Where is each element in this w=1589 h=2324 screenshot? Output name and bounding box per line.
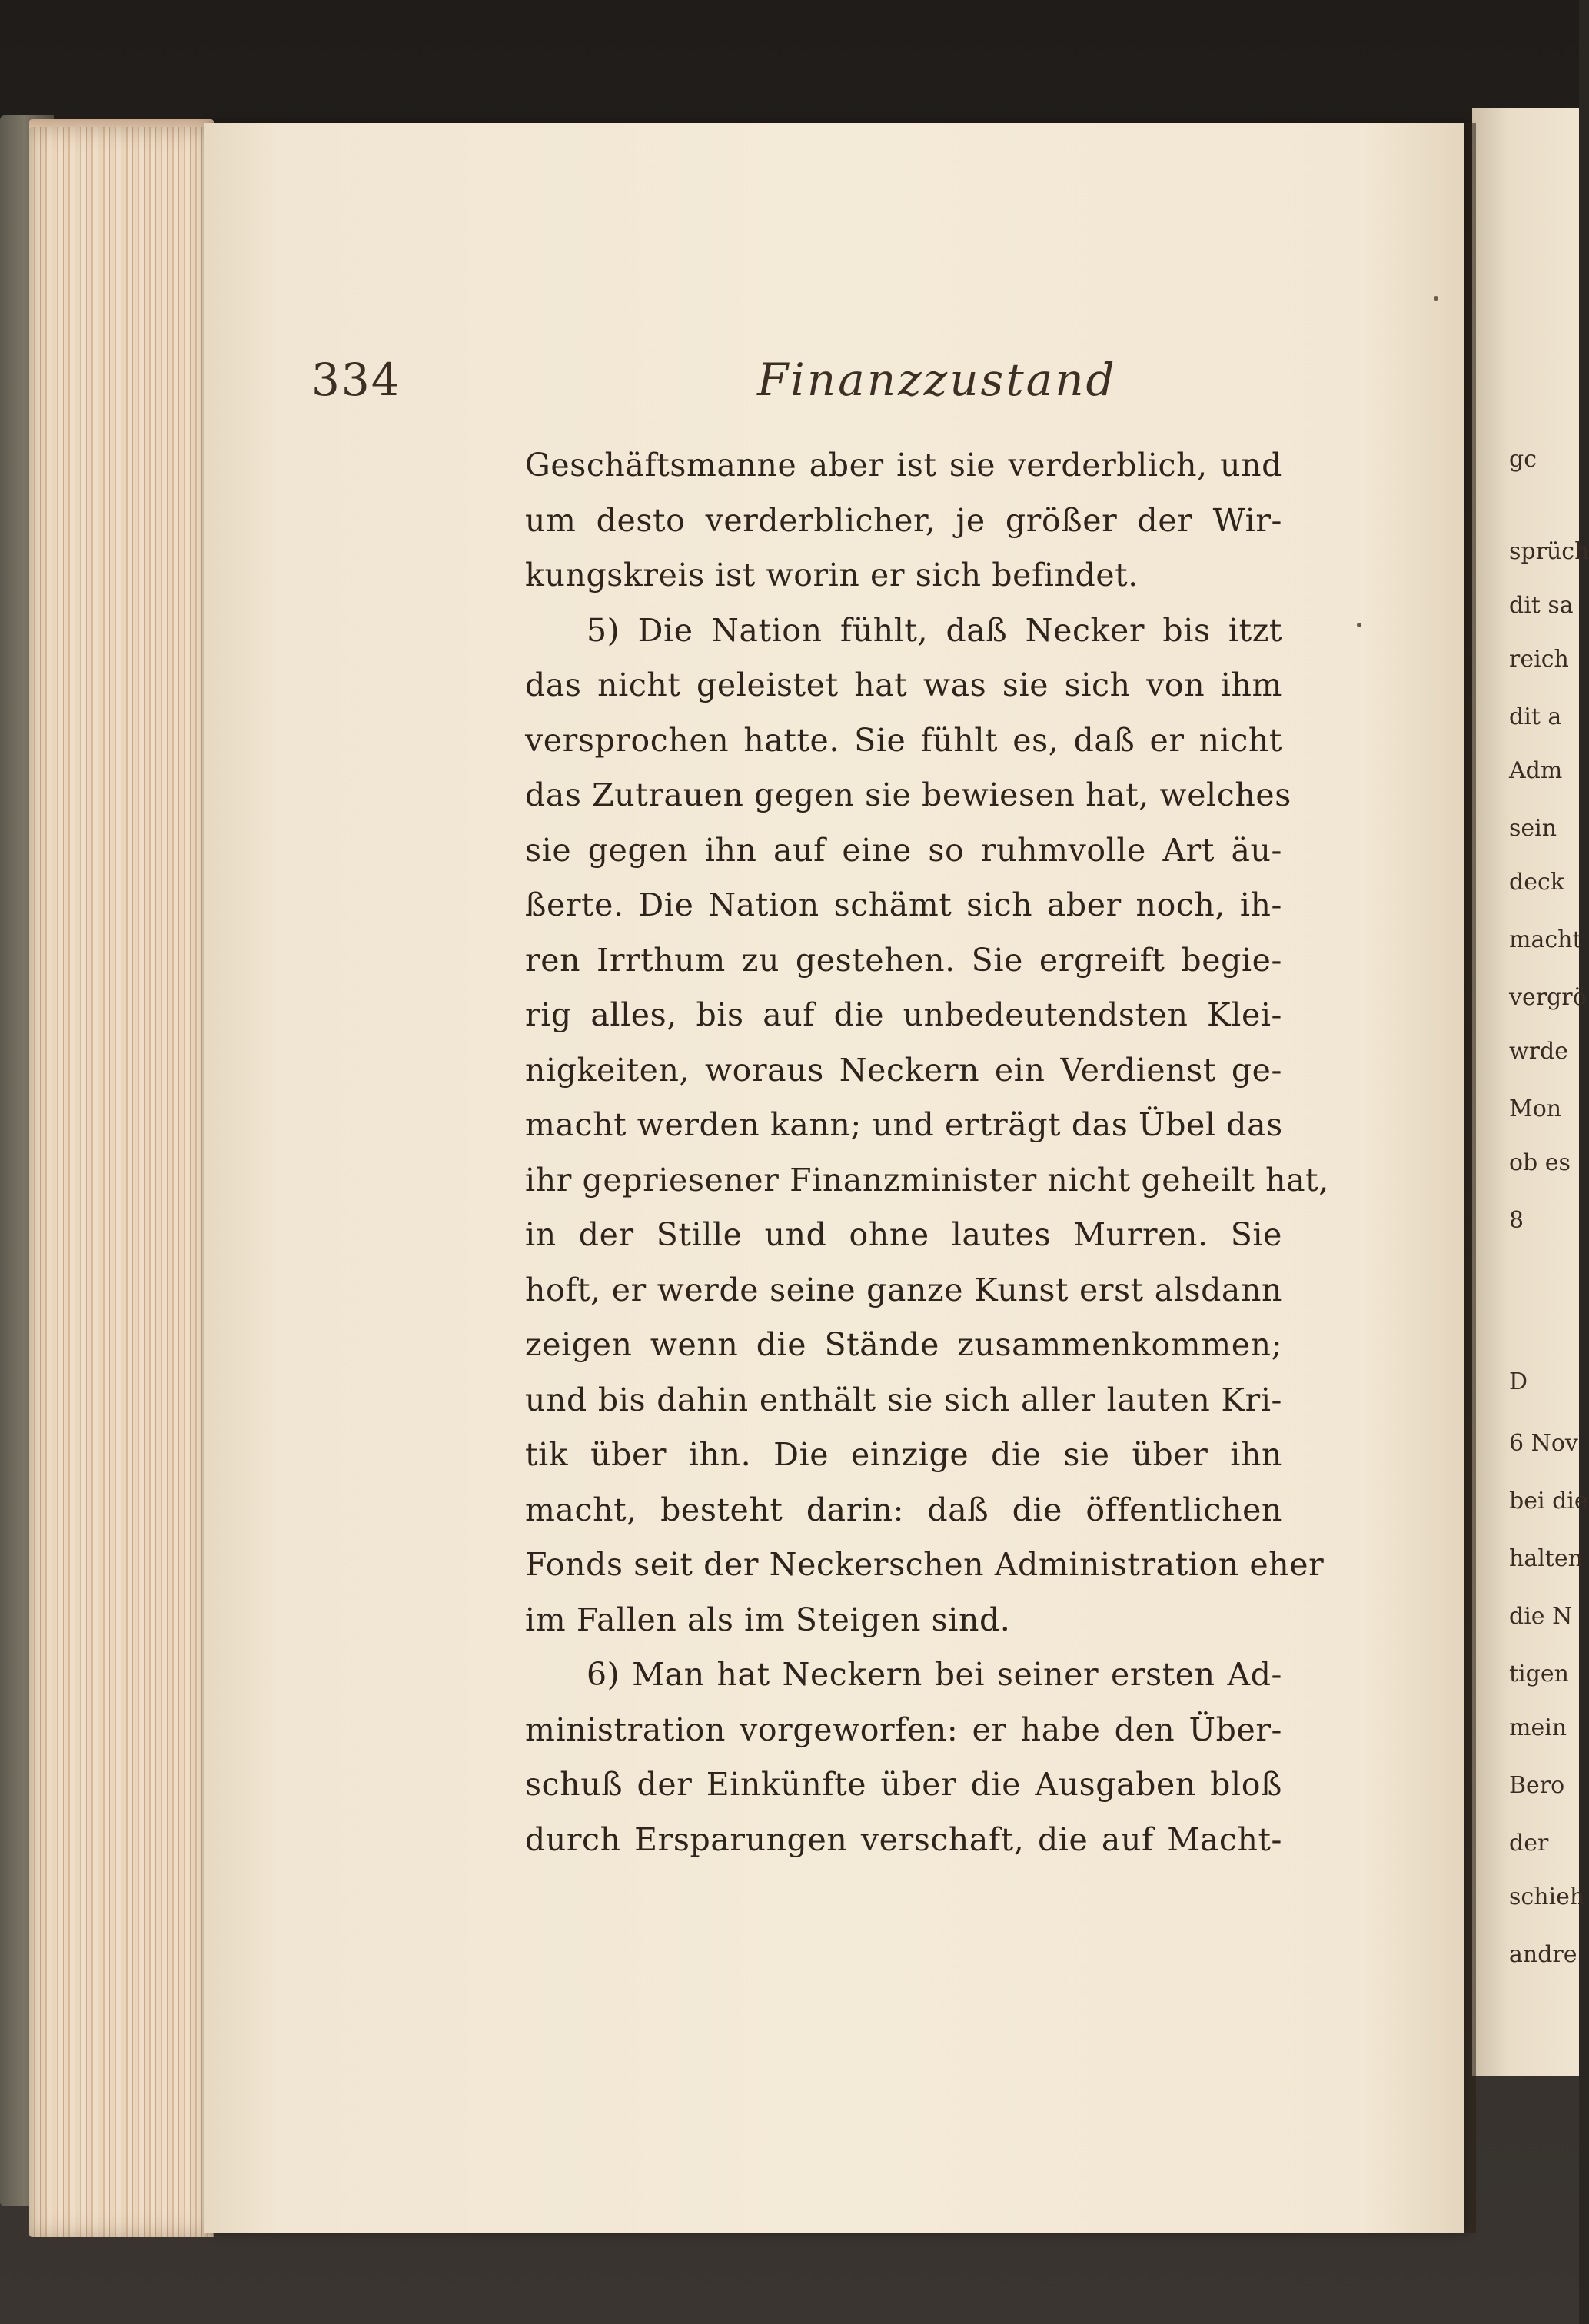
text-line: im Fallen als im Steigen sind. [525, 1601, 1011, 1638]
body-text [525, 438, 1329, 1867]
facing-fragment: 8 [1509, 1207, 1524, 1234]
facing-fragment: andre [1509, 1941, 1577, 1968]
text-line: macht, besteht darin: daß die öffentlichen [525, 1491, 1282, 1528]
text-line: tik über ihn. Die einzige die sie über ihn [525, 1436, 1282, 1473]
text-line: ihr gepriesener Finanzminister nicht geheilt hat, [525, 1161, 1329, 1199]
facing-fragment: schieh [1509, 1883, 1585, 1910]
facing-fragment: deck [1509, 869, 1564, 896]
facing-fragment: vergrö [1509, 984, 1587, 1011]
facing-fragment: gc [1509, 446, 1537, 473]
text-line: schuß der Einkünfte über die Ausgaben bloß [525, 1766, 1282, 1803]
facing-fragment: macht [1509, 926, 1582, 953]
facing-fragment: dit a [1509, 703, 1562, 730]
text-line: das nicht geleistet hat was sie sich von ihm [525, 667, 1282, 703]
facing-fragment: wrde [1509, 1038, 1568, 1065]
facing-fragment: Mon [1509, 1096, 1562, 1122]
facing-fragment: sein [1509, 815, 1557, 842]
facing-fragment: der [1509, 1830, 1549, 1857]
text-line: nigkeiten, woraus Neckern ein Verdienst ge- [525, 1051, 1282, 1089]
text-line: um desto verderblicher, je größer der Wir- [525, 501, 1282, 539]
text-line: 6) Man hat Neckern bei seiner ersten Ad- [587, 1656, 1282, 1693]
text-line: sie gegen ihn auf eine so ruhmvolle Art äu- [525, 831, 1282, 869]
running-title: Finanzzustand [757, 354, 1117, 406]
text-line: macht werden kann; und erträgt das Übel das [525, 1106, 1283, 1143]
text-line: versprochen hatte. Sie fühlt es, daß er nicht [525, 721, 1282, 759]
text-line: rig alles, bis auf die unbedeutendsten Klei- [525, 996, 1282, 1033]
facing-fragment: 6 Nov [1509, 1430, 1578, 1457]
facing-fragment: Adm [1509, 757, 1563, 784]
page-stack-edges [29, 127, 214, 2237]
facing-fragment: reich [1509, 646, 1569, 673]
facing-fragment: bei die [1509, 1488, 1588, 1514]
text-line: durch Ersparungen verschaft, die auf Macht- [525, 1820, 1282, 1858]
facing-fragment: mein [1509, 1714, 1567, 1741]
text-line: Fonds seit der Neckerschen Administration eher [525, 1546, 1325, 1583]
facing-fragment: halten [1509, 1545, 1583, 1572]
facing-fragment: Bero [1509, 1772, 1565, 1799]
paper-speck [1357, 623, 1361, 627]
text-line: 5) Die Nation fühlt, daß Necker bis itzt [587, 611, 1282, 649]
facing-fragment: die N [1509, 1603, 1573, 1630]
text-line: hoft, er werde seine ganze Kunst erst alsdann [525, 1271, 1282, 1308]
text-line: zeigen wenn die Stände zusammenkommen; [525, 1326, 1282, 1363]
paper-speck [1434, 296, 1438, 301]
text-line: ministration vorgeworfen: er habe den Über- [525, 1711, 1282, 1748]
facing-fragment: D [1509, 1368, 1528, 1395]
text-line: ßerte. Die Nation schämt sich aber noch, ih- [525, 886, 1282, 923]
text-line: und bis dahin enthält sie sich aller lauten Kri- [525, 1381, 1282, 1418]
page-number: 334 [311, 354, 401, 406]
text-line: Geschäftsmanne aber ist sie verderblich, und [525, 447, 1282, 484]
facing-fragment: ob es [1509, 1149, 1571, 1176]
text-line: in der Stille und ohne lautes Murren. Sie [525, 1216, 1282, 1253]
facing-fragment: tigen [1509, 1661, 1569, 1687]
facing-page [1472, 108, 1589, 2076]
text-line: ren Irrthum zu gestehen. Sie ergreift begie- [525, 941, 1282, 979]
facing-fragment: sprüch [1509, 538, 1589, 565]
text-line: das Zutrauen gegen sie bewiesen hat, welches [525, 776, 1291, 813]
text-line: kungskreis ist worin er sich befindet. [525, 557, 1139, 593]
facing-fragment: dit sa [1509, 592, 1574, 619]
